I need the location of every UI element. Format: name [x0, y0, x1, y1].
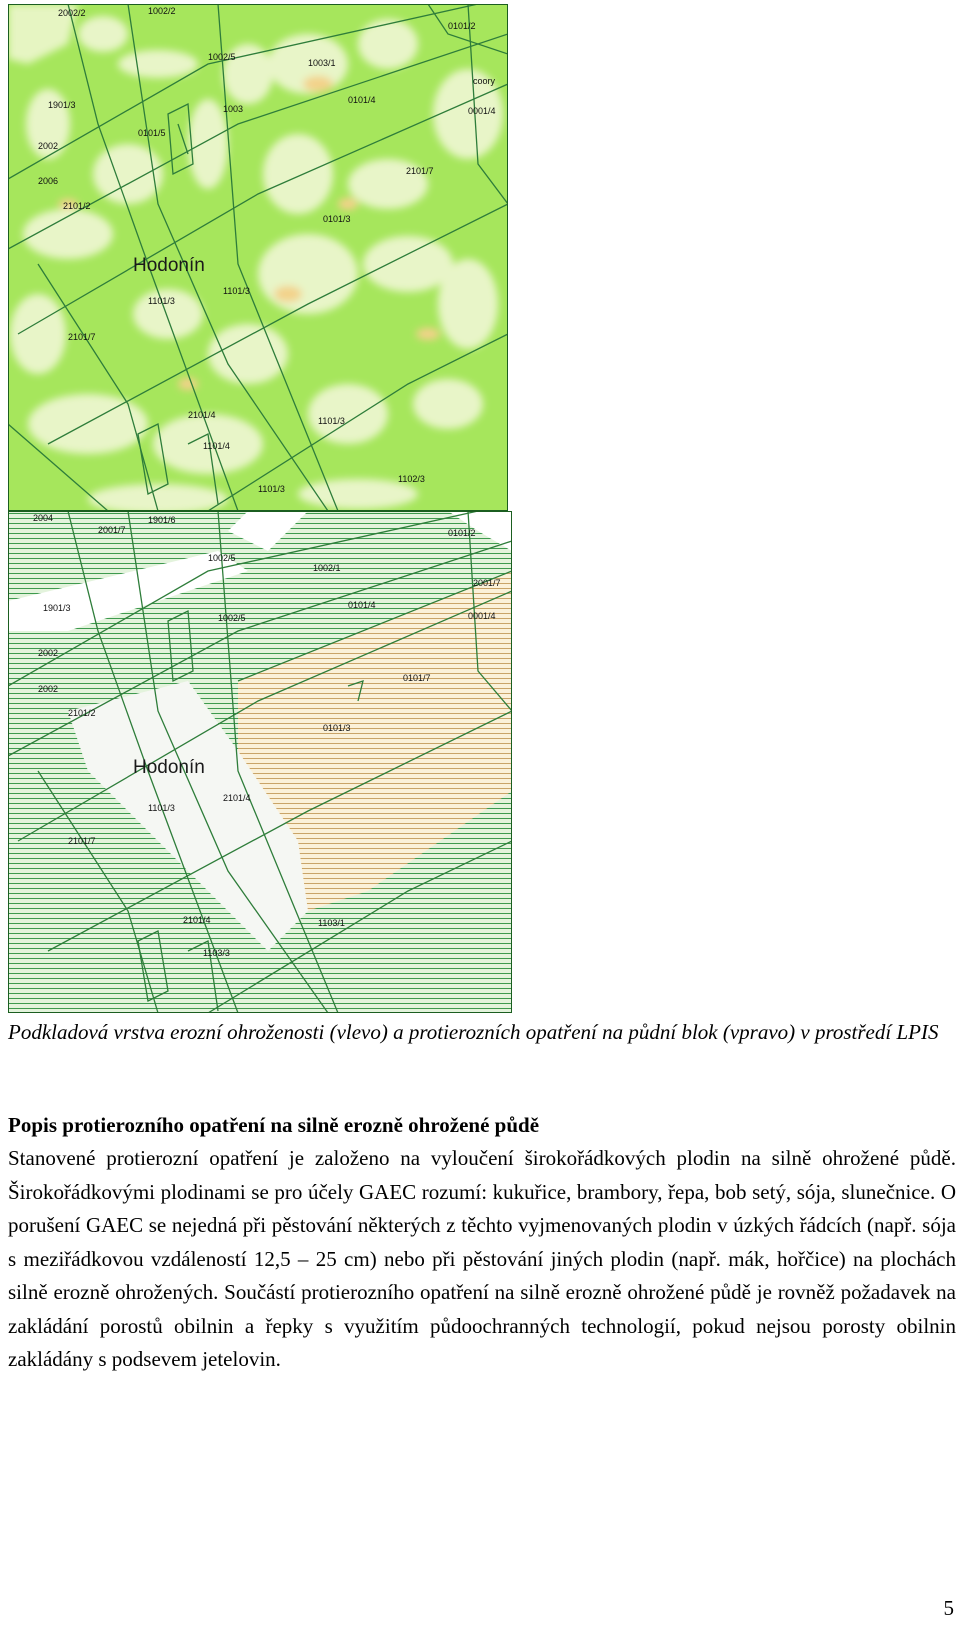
svg-text:1101/4: 1101/4 [203, 441, 230, 451]
svg-text:0101/7: 0101/7 [403, 673, 431, 683]
svg-text:0001/4: 0001/4 [468, 611, 496, 621]
svg-text:1102/3: 1102/3 [398, 474, 425, 484]
svg-text:1901/3: 1901/3 [43, 603, 71, 613]
figure-caption: Podkladová vrstva erozní ohroženosti (vlevo) a protierozních opatření na půdní blok (vpravo) v prostředí LPIS [8, 1020, 939, 1044]
svg-text:2101/7: 2101/7 [68, 332, 96, 342]
svg-text:0101/2: 0101/2 [448, 21, 476, 31]
erosion-risk-map [8, 4, 508, 511]
svg-text:0101/5: 0101/5 [138, 128, 166, 138]
svg-text:2006: 2006 [38, 176, 59, 186]
svg-text:1002/2: 1002/2 [148, 6, 176, 16]
svg-text:1003: 1003 [223, 104, 244, 114]
anti-erosion-measures-map [8, 511, 512, 1013]
svg-text:1101/3: 1101/3 [318, 416, 345, 426]
svg-text:1103/1: 1103/1 [318, 918, 345, 928]
svg-text:0101/2: 0101/2 [448, 528, 476, 538]
svg-text:2002: 2002 [38, 141, 59, 151]
svg-text:1101/3: 1101/3 [258, 484, 285, 494]
svg-text:1002/5: 1002/5 [218, 613, 246, 623]
svg-text:0101/4: 0101/4 [348, 600, 376, 610]
svg-text:2101/4: 2101/4 [188, 410, 216, 420]
svg-text:2001/7: 2001/7 [98, 525, 126, 535]
svg-text:1002/5: 1002/5 [208, 553, 236, 563]
svg-text:1002/5: 1002/5 [208, 52, 236, 62]
svg-text:0101/3: 0101/3 [323, 214, 351, 224]
body-paragraph: Stanovené protierozní opatření je založeno na vyloučení širokořádkových plodin na silně ohrožené půdě. Širokořádkovými plodinami se pro účely GAEC rozumí: kukuřice, brambory, řepa, bob setý, sója, slunečnice. O porušení GAEC se nejedná při pěstování některých z těchto vyjmenovaných plodin v úzkých řádcích (např. sója s meziřádkovou vzdáleností 12,5 – 25 cm) nebo při pěstování jiných plodin (např. mák, hořčice) na plochách silně erozně ohrožených. Součástí protierozního opatření na silně erozně ohrožené půdě je rovněž požadavek na zakládání porostů obilnin a řepky s využitím půdoochranných technologií, pokud nejsou porosty obilnin zakládány s podsevem jetelovin. [8, 1146, 956, 1371]
svg-text:1003/1: 1003/1 [308, 58, 336, 68]
svg-text:coory: coory [473, 76, 496, 86]
town-label: Hodonín [133, 757, 205, 778]
svg-text:2002/2: 2002/2 [58, 8, 86, 18]
svg-text:2002: 2002 [38, 684, 59, 694]
svg-text:1901/6: 1901/6 [148, 515, 176, 525]
section-heading: Popis protierozního opatření na silně erozně ohrožené půdě [8, 1113, 540, 1137]
svg-text:2101/7: 2101/7 [68, 836, 96, 846]
svg-text:2101/4: 2101/4 [183, 915, 211, 925]
svg-text:2002: 2002 [38, 648, 59, 658]
svg-text:2101/4: 2101/4 [223, 793, 251, 803]
svg-text:0101/3: 0101/3 [323, 723, 351, 733]
svg-text:2001/7: 2001/7 [473, 578, 501, 588]
svg-text:1101/3: 1101/3 [148, 803, 175, 813]
page-number: 5 [943, 1596, 954, 1620]
svg-text:1101/3: 1101/3 [223, 286, 250, 296]
svg-text:1103/3: 1103/3 [203, 948, 230, 958]
svg-text:0101/4: 0101/4 [348, 95, 376, 105]
svg-text:1101/3: 1101/3 [148, 296, 175, 306]
town-label: Hodonín [133, 255, 205, 276]
svg-text:1002/1: 1002/1 [313, 563, 341, 573]
svg-text:0001/4: 0001/4 [468, 106, 496, 116]
svg-text:2004: 2004 [33, 513, 54, 523]
svg-text:2101/7: 2101/7 [406, 166, 434, 176]
svg-text:2101/2: 2101/2 [68, 708, 96, 718]
svg-text:2101/2: 2101/2 [63, 201, 91, 211]
svg-text:1901/3: 1901/3 [48, 100, 76, 110]
